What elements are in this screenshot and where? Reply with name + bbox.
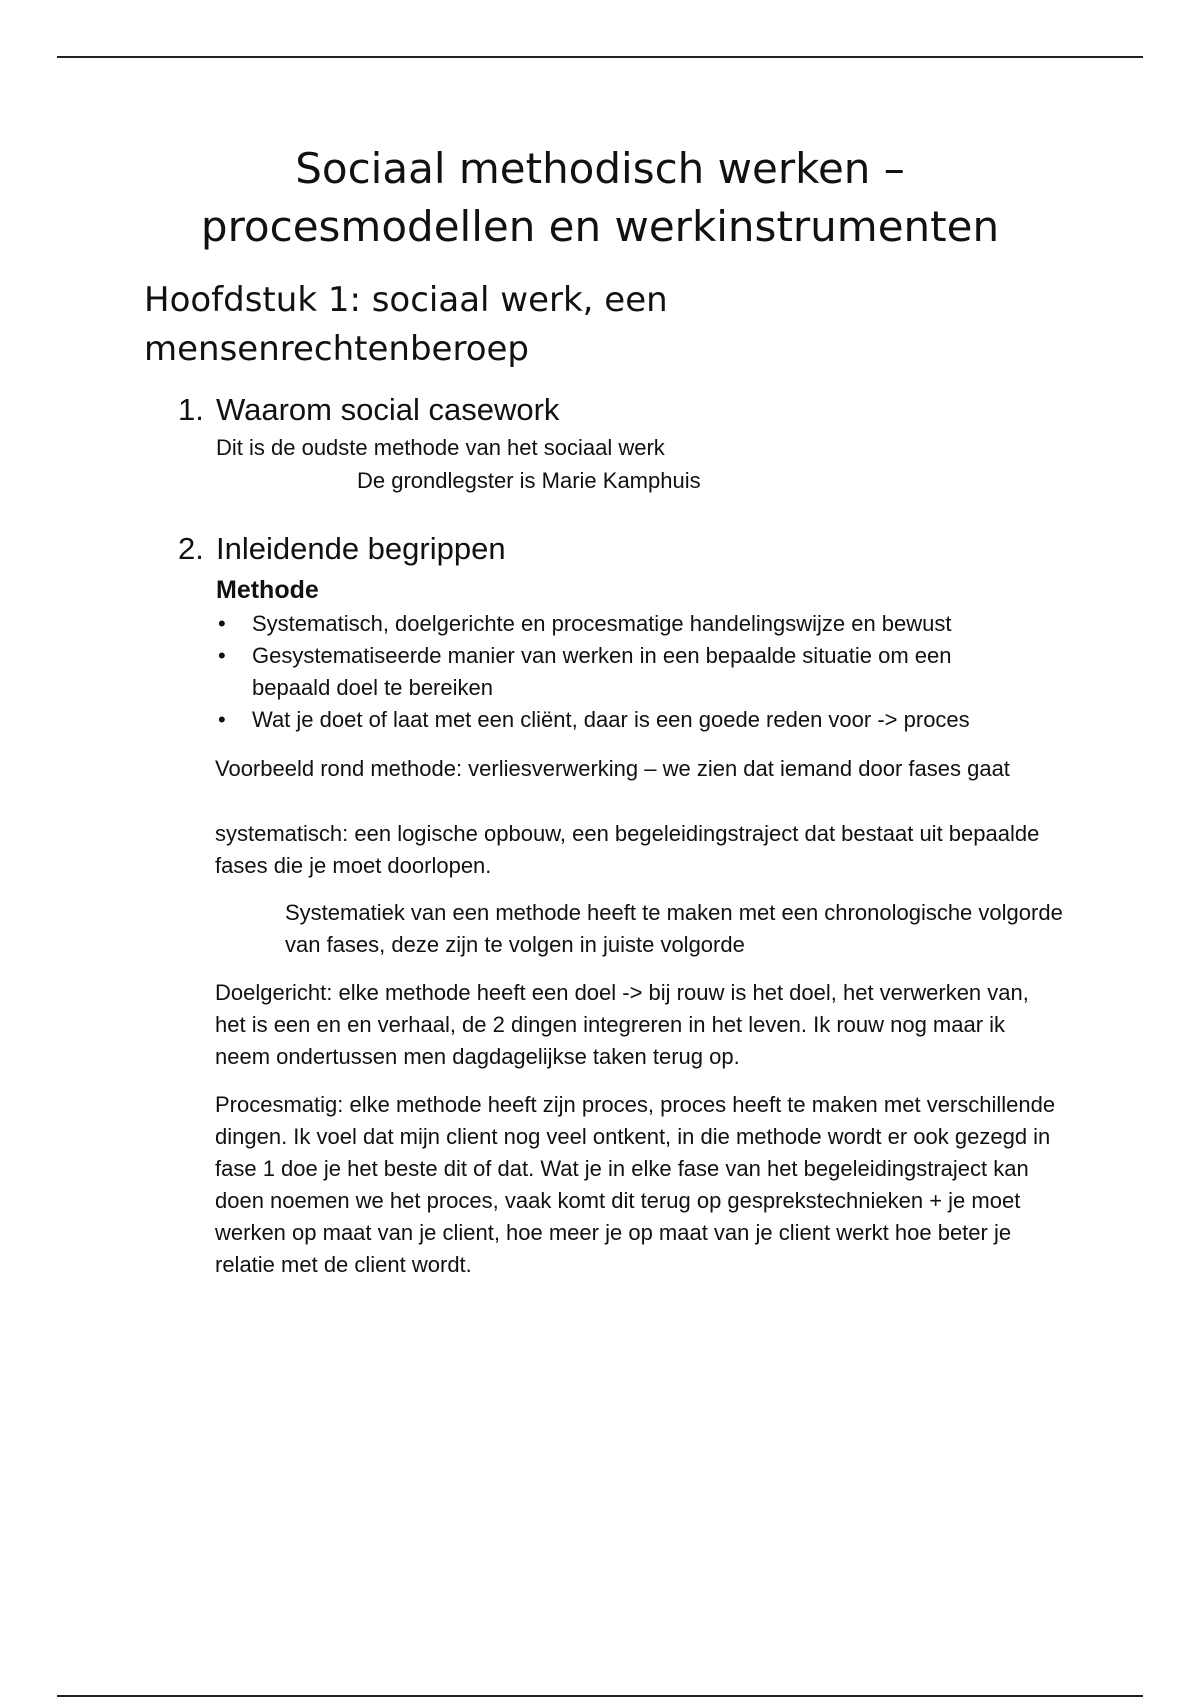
- list-item: [216, 704, 1066, 736]
- section-title: Inleidende begrippen: [216, 531, 506, 566]
- chapter-title-line2: mensenrechtenberoep: [144, 329, 529, 369]
- section-heading-2: [178, 531, 506, 567]
- bullet-icon: •: [218, 611, 226, 636]
- section-heading-1: [178, 392, 559, 428]
- section-number: 2.: [178, 531, 204, 566]
- document-title-line1: Sociaal methodisch werken –: [295, 144, 905, 193]
- list-item-text: Wat je doet of laat met een cliënt, daar is een goede reden voor -> proces: [252, 707, 970, 732]
- chapter-title-line1: Hoofdstuk 1: sociaal werk, een: [144, 280, 668, 320]
- chapter-title: [144, 276, 904, 374]
- methode-bullet-list: [216, 608, 1066, 736]
- list-item-text: Gesystematiseerde manier van werken in een bepaalde situatie om een: [252, 643, 952, 668]
- goal-oriented-paragraph: Doelgericht: elke methode heeft een doel -> bij rouw is het doel, het verwerken van, het is een en en verhaal, de 2 dingen integreren in het leven. Ik rouw nog maar ik neem ondertussen men dagdagelijkse taken terug op.: [215, 980, 1029, 1069]
- list-item-text-continued: bepaald doel te bereiken: [252, 675, 493, 700]
- section-title: Waarom social casework: [216, 392, 560, 427]
- header-rule: [57, 56, 1143, 58]
- systematic-note-paragraph: Systematiek van een methode heeft te maken met een chronologische volgorde van fases, deze zijn te volgen in juiste volgorde: [285, 900, 1063, 957]
- list-item: [216, 608, 1066, 640]
- systematic-paragraph: systematisch: een logische opbouw, een begeleidingstraject dat bestaat uit bepaalde fases die je moet doorlopen.: [215, 821, 1040, 878]
- section1-line2: De grondlegster is Marie Kamphuis: [357, 468, 701, 493]
- document-title: [100, 140, 1100, 256]
- process-oriented-paragraph: Procesmatig: elke methode heeft zijn proces, proces heeft te maken met verschillende dingen. Ik voel dat mijn client nog veel ontkent, in die methode wordt er ook gezegd in fase 1 doe je het beste dit of dat. Wat je in elke fase van het begeleidingstraject kan doen noemen we het proces, vaak komt dit terug op gesprekstechnieken + je moet werken op maat van je client, hoe meer je op maat van je client werkt hoe beter je relatie met de client wordt.: [215, 1092, 1056, 1277]
- footer-rule: [57, 1695, 1143, 1697]
- bullet-icon: •: [218, 643, 226, 668]
- list-item: [216, 640, 1066, 704]
- list-item-text: Systematisch, doelgerichte en procesmatige handelingswijze en bewust: [252, 611, 952, 636]
- section-number: 1.: [178, 392, 204, 427]
- section1-line1: Dit is de oudste methode van het sociaal werk: [216, 435, 665, 460]
- subheading-methode: Methode: [216, 576, 319, 604]
- document-title-line2: procesmodellen en werkinstrumenten: [200, 202, 1000, 251]
- bullet-icon: •: [218, 707, 226, 732]
- example-paragraph: Voorbeeld rond methode: verliesverwerking – we zien dat iemand door fases gaat: [215, 756, 1010, 781]
